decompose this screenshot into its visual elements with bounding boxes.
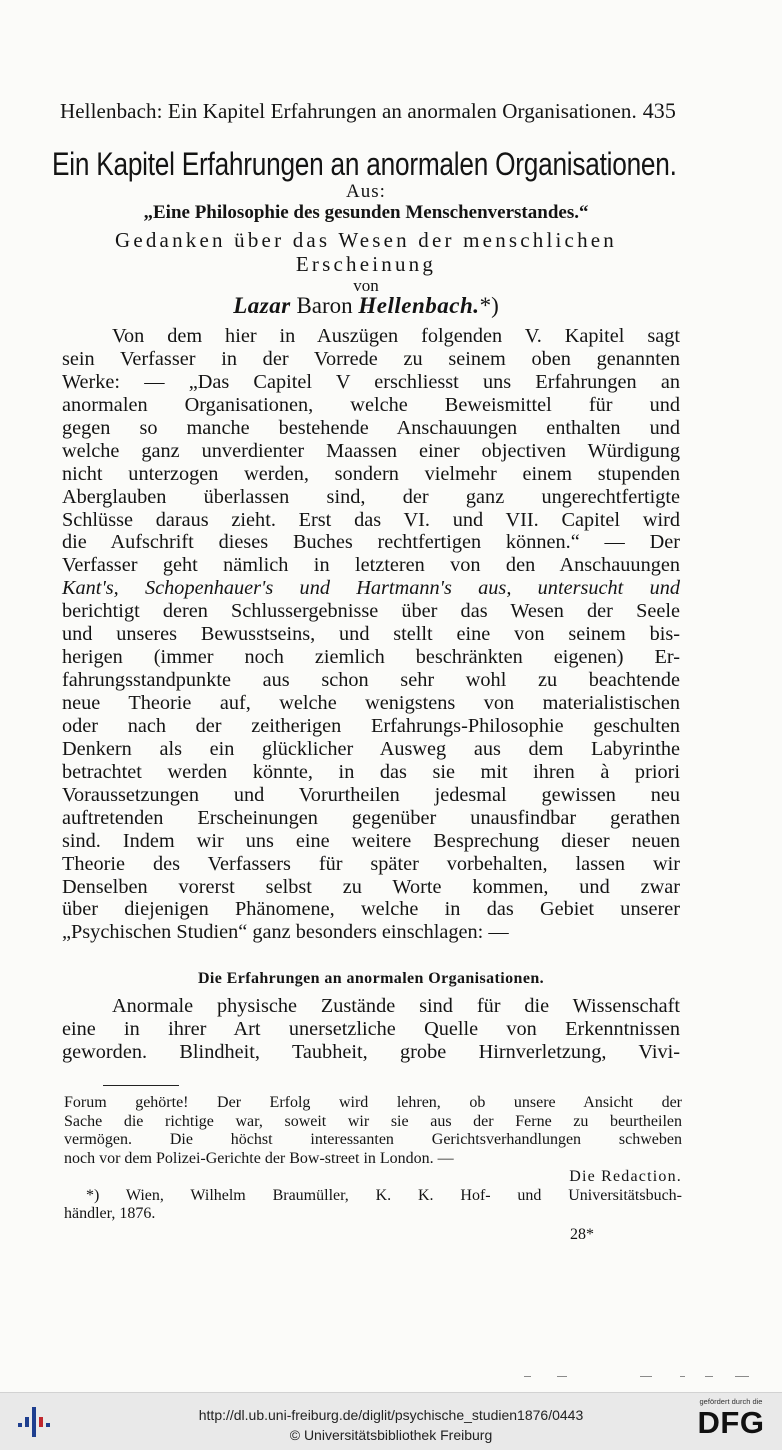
text-line: Theorie des Verfassers für später vorbehalten, lassen wir [62, 852, 680, 875]
scan-mark [735, 1376, 749, 1377]
footnote-line: vermögen. Die höchst interessanten Gerichtsverhandlungen schweben [64, 1131, 682, 1148]
text-line: neue Theorie auf, welche wenigstens von materialistischen [62, 692, 680, 714]
text-line: Aberglauben überlassen sind, der ganz ungerechtfertigte [62, 485, 680, 508]
text-line: „Psychischen Studien“ ganz besonders einschlagen: — [62, 921, 509, 944]
running-head [60, 98, 676, 124]
footnote-line: händler, 1876. [64, 1205, 156, 1222]
text-line: Denkern als ein glücklicher Ausweg aus dem Labyrinthe [62, 737, 680, 760]
author-title: Baron [296, 293, 353, 318]
text-line: Von dem hier in Auszügen folgenden V. Kapitel sagt [112, 325, 680, 347]
text-line: über diejenigen Phänomene, welche in das Gebiet unserer [62, 898, 680, 921]
text-line: welche ganz unverdienter Maassen einer objectiven Würdigung [62, 439, 680, 462]
book-subtitle [0, 228, 732, 276]
text-line: berichtigt deren Schlussergebnisse über das Wesen der Seele [62, 600, 680, 623]
section-paragraph [62, 995, 680, 1064]
text-line: Anormale physische Zustände sind für die Wissenschaft [112, 995, 680, 1017]
footnote-line: noch vor dem Polizei-Gerichte der Bow-street in London. — [64, 1149, 454, 1167]
text-line: oder nach der zeitherigen Erfahrungs-Philosophie geschulten [62, 714, 680, 737]
scan-mark [705, 1376, 713, 1377]
text-line: sein Verfasser in der Vorrede zu seinem oben genannten [62, 347, 680, 370]
copyright-notice: © Universitätsbibliothek Freiburg [289, 1427, 493, 1443]
text-line: nicht unterzogen werden, sondern vielmehr einem stupenden [62, 462, 680, 485]
text-line: anormalen Organisationen, welche Beweismittel für und [62, 393, 680, 416]
text-line: gegen so manche bestehende Anschauungen enthalten und [62, 416, 680, 439]
viewer-footer [0, 1392, 782, 1450]
text-line: geworden. Blindheit, Taubheit, grobe Hirnverletzung, Vivi- [62, 1040, 680, 1063]
footnotes [64, 1094, 682, 1224]
text-line: und unseres Bewusstseins, und stellt eine von seinem bis- [62, 623, 680, 646]
footnote-line: Forum gehörte! Der Erfolg wird lehren, ob unsere Ansicht der [64, 1094, 682, 1111]
author-line [0, 293, 732, 319]
document-url-link[interactable]: http://dl.ub.uni-freiburg.de/diglit/psychische_studien1876/0443 [198, 1407, 584, 1423]
text-line: fahrungsstandpunkte aus schon sehr wohl zu beachtende [62, 669, 680, 692]
text-line: die Aufschrift dieses Buches rechtfertigen können.“ — Der [62, 531, 680, 554]
text-line: herigen (immer noch ziemlich beschränkten eigenen) Er- [62, 646, 680, 669]
dfg-wordmark: DFG [697, 1405, 765, 1440]
text-line: auftretenden Erscheinungen gegenüber unausfindbar gerathen [62, 806, 680, 829]
footnote-line: Sache die richtige war, soweit wir sie aus der Ferne zu beurtheilen [64, 1112, 682, 1130]
text-line: Werke: — „Das Capitel V erschliesst uns Erfahrungen an [62, 370, 680, 393]
text-line: Voraussetzungen und Vorurtheilen jedesmal gewissen neu [62, 783, 680, 806]
dfg-funding-text: gefördert durch die [699, 1397, 763, 1406]
scan-mark [524, 1376, 531, 1377]
page-number: 435 [642, 98, 676, 123]
book-subtitle-line: Gedanken über das Wesen der menschlichen [114, 228, 618, 252]
text-line: Denselben vorerst selbst zu Worte kommen, und zwar [62, 875, 680, 898]
text-line: Schlüsse daraus zieht. Erst das VI. und VII. Capitel wird [62, 508, 680, 531]
scan-mark [680, 1376, 685, 1377]
dfg-logo[interactable] [690, 1397, 772, 1440]
running-title: Hellenbach: Ein Kapitel Erfahrungen an anormalen Organisationen. [60, 99, 637, 123]
author-footnote-mark: *) [479, 293, 499, 318]
text-line: Verfasser geht nämlich in letzteren von den Anschauungen [62, 554, 680, 577]
intro-paragraph [62, 325, 680, 944]
section-heading: Die Erfahrungen an anormalen Organisationen. [197, 970, 545, 987]
footnote-rule [103, 1085, 179, 1086]
redaction-signature: Die Redaction. [569, 1168, 682, 1185]
author-first-name: Lazar [233, 293, 291, 318]
scan-mark [557, 1376, 567, 1377]
book-subtitle-line: Erscheinung [295, 252, 437, 276]
article-title: Ein Kapitel Erfahrungen an anormalen Organisationen. [52, 146, 677, 182]
footnote-line: *) Wien, Wilhelm Braumüller, K. K. Hof- und Universitätsbuch- [86, 1186, 682, 1204]
printer-signature: 28* [570, 1226, 594, 1243]
text-line: betrachtet werden könnte, in das sie mit ihren à priori [62, 760, 680, 783]
text-line: sind. Indem wir uns eine weitere Besprechung dieser neuen [62, 829, 680, 852]
text-line: eine in ihrer Art unersetzliche Quelle von Erkenntnissen [62, 1017, 680, 1040]
aus-label: Aus: [346, 181, 386, 202]
scan-mark [640, 1376, 652, 1377]
von-label: von [353, 276, 379, 295]
book-title: „Eine Philosophie des gesunden Menschenverstandes.“ [143, 202, 589, 223]
author-last-name: Hellenbach. [358, 293, 480, 318]
text-line: Kant's, Schopenhauer's und Hartmann's aus, untersucht und [62, 577, 680, 600]
